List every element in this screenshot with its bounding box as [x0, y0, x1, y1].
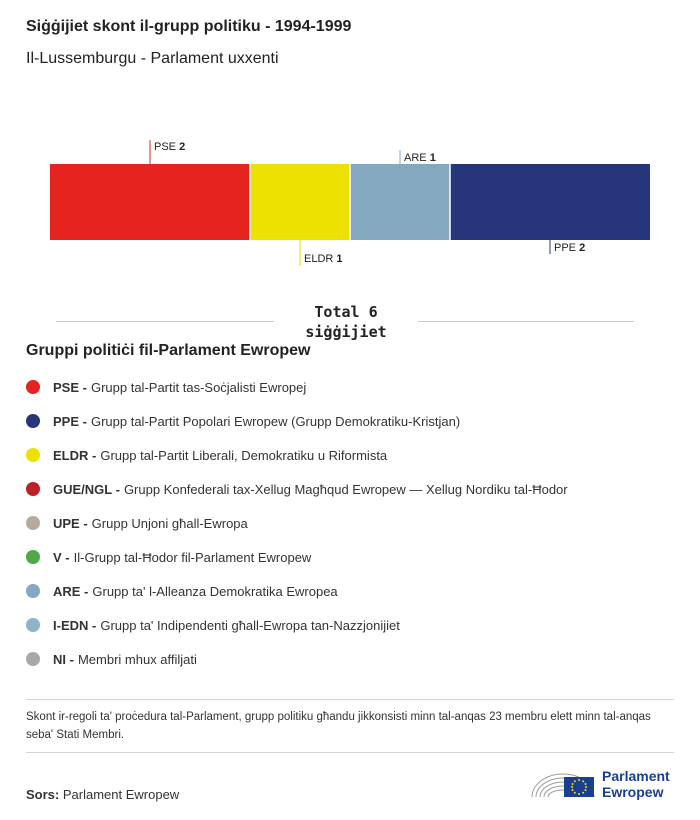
- legend-item: [26, 370, 568, 404]
- bar-label-ppe: PPE 2: [554, 242, 586, 254]
- legend-name: Grupp tal-Partit Popolari Ewropew (Grupp Demokratiku-Kristjan): [90, 413, 461, 429]
- source-label: Sors:: [26, 787, 60, 802]
- legend-abbr: V -: [53, 549, 70, 565]
- legend-name: Grupp tal-Partit tas-Soċjalisti Ewropej: [90, 379, 307, 395]
- source-line: [26, 787, 179, 802]
- footer-divider-bottom: [26, 752, 674, 753]
- bar-segment-ppe: [450, 164, 650, 240]
- legend-color-dot: [26, 414, 40, 428]
- chart-title: Siġġijiet skont il-grupp politiku - 1994-1999: [26, 18, 352, 35]
- legend-color-dot: [26, 516, 40, 530]
- legend-color-dot: [26, 550, 40, 564]
- legend-item: [26, 608, 568, 642]
- legend-color-dot: [26, 618, 40, 632]
- legend-abbr: PSE -: [53, 379, 87, 395]
- footnote: Skont ir-regoli ta' proċedura tal-Parlament, grupp politiku għandu jikkonsisti minn tal-anqas 23 membru elett minn tal-anqas seba' Stati Membri.: [26, 711, 651, 741]
- legend-item: [26, 642, 568, 676]
- logo-wordmark: [602, 768, 670, 800]
- legend-name: Grupp ta' l-Alleanza Demokratika Ewropea: [92, 583, 338, 599]
- legend-item: [26, 438, 568, 472]
- legend-list: [26, 370, 568, 676]
- legend-name: Membri mhux affiljati: [77, 651, 197, 667]
- legend-item: [26, 574, 568, 608]
- legend-name: Grupp tal-Partit Liberali, Demokratiku u Riformista: [100, 447, 388, 463]
- bar-segment-pse: [50, 164, 250, 240]
- seat-bar-chart: [0, 130, 700, 270]
- legend-abbr: PPE -: [53, 413, 87, 429]
- legend-item: [26, 472, 568, 506]
- legend-abbr: ARE -: [53, 583, 89, 599]
- legend-name: Grupp Konfederali tax-Xellug Magħqud Ewropew — Xellug Nordiku tal-Ħodor: [123, 481, 568, 497]
- logo-line-1: Parlament: [602, 768, 670, 784]
- legend-name: Grupp ta' Indipendenti għall-Ewropa tan-Nazzjonijiet: [100, 617, 400, 633]
- bar-label-eldr: ELDR 1: [304, 253, 343, 265]
- bar-label-are: ARE 1: [404, 152, 436, 164]
- bar-segment-eldr: [250, 164, 350, 240]
- legend-name: Il-Grupp tal-Ħodor fil-Parlament Ewropew: [73, 549, 312, 565]
- logo-line-2: Ewropew: [602, 784, 664, 800]
- legend-abbr: NI -: [53, 651, 74, 667]
- legend-item: [26, 404, 568, 438]
- legend-color-dot: [26, 482, 40, 496]
- legend-title: Gruppi politiċi fil-Parlament Ewropew: [26, 342, 311, 359]
- chart-subtitle: Il-Lussemburgu - Parlament uxxenti: [26, 50, 279, 67]
- legend-color-dot: [26, 584, 40, 598]
- legend-abbr: GUE/NGL -: [53, 481, 120, 497]
- legend-name: Grupp Unjoni għall-Ewropa: [91, 515, 248, 531]
- legend-color-dot: [26, 380, 40, 394]
- total-divider-right: [418, 321, 634, 322]
- legend-abbr: UPE -: [53, 515, 88, 531]
- legend-item: [26, 506, 568, 540]
- bar-segment-are: [350, 164, 450, 240]
- bar-label-pse: PSE 2: [154, 141, 186, 153]
- legend-color-dot: [26, 448, 40, 462]
- legend-abbr: I-EDN -: [53, 617, 97, 633]
- source-value: Parlament Ewropew: [62, 787, 180, 802]
- footer-divider-top: [26, 699, 674, 700]
- legend-color-dot: [26, 652, 40, 666]
- legend-item: [26, 540, 568, 574]
- legend-abbr: ELDR -: [53, 447, 97, 463]
- total-divider-left: [56, 321, 274, 322]
- total-seats-label: Total 6 siġġijiet: [305, 303, 387, 341]
